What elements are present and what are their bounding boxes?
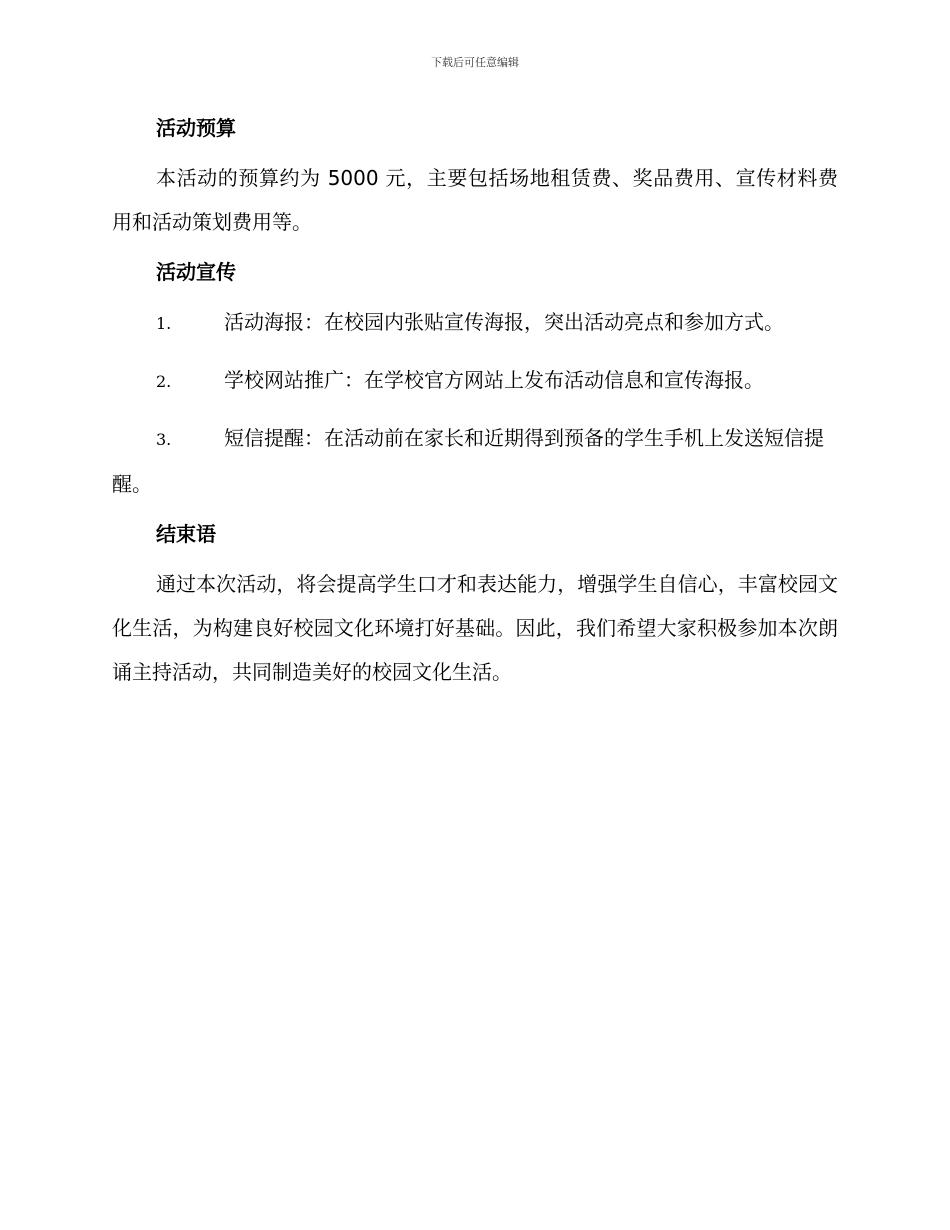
publicity-list-item	[112, 300, 838, 346]
list-item-number: 2.	[156, 372, 172, 391]
section-heading-conclusion: 结束语	[156, 522, 216, 546]
conclusion-paragraph: 通过本次活动，将会提高学生口才和表达能力，增强学生自信心，丰富校园文化生活，为构建良好校园文化环境打好基础。因此，我们希望大家积极参加本次朗诵主持活动，共同制造美好的校园文化生活。	[112, 572, 838, 684]
publicity-list-item	[112, 358, 838, 404]
section-heading-budget: 活动预算	[156, 116, 236, 140]
publicity-list-item	[112, 416, 838, 506]
list-item-text: 短信提醒：在活动前在家长和近期得到预备的学生手机上发送短信提醒。	[112, 426, 824, 496]
list-item-text: 活动海报：在校园内张贴宣传海报，突出活动亮点和参加方式。	[224, 310, 784, 334]
list-item-number: 1.	[156, 314, 172, 333]
budget-paragraph: 本活动的预算约为 5000 元，主要包括场地租赁费、奖品费用、宣传材料费用和活动策划费用等。	[112, 166, 838, 234]
section-heading-publicity: 活动宣传	[156, 260, 236, 284]
list-item-text: 学校网站推广：在学校官方网站上发布活动信息和宣传海报。	[224, 368, 764, 392]
header-note: 下载后可任意编辑	[431, 56, 519, 69]
document-body	[112, 112, 838, 706]
list-item-number: 3.	[156, 430, 172, 449]
